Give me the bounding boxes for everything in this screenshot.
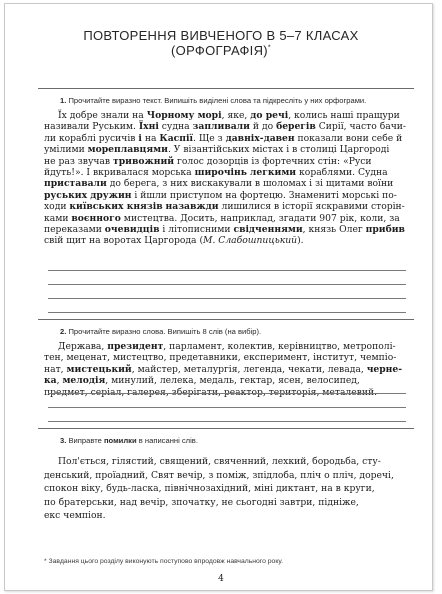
bold-word: президент bbox=[107, 341, 164, 352]
text-line bbox=[44, 110, 410, 121]
text-segment: кораблями. Судна bbox=[296, 167, 388, 179]
text-segment: називали Руським. bbox=[44, 121, 139, 133]
bold-word: приставали bbox=[44, 178, 107, 190]
text-line bbox=[44, 469, 410, 483]
exercise-3-task-post: в написанні слів. bbox=[136, 436, 198, 445]
text-segment: тен, меценат, мистецтво, предетавники, експеримент, інститут, чемпіо- bbox=[44, 352, 397, 364]
answer-line bbox=[48, 270, 406, 271]
section-title-text: (ОРФОГРАФІЯ) bbox=[171, 43, 268, 58]
answer-line bbox=[48, 298, 406, 299]
text-segment: спокон віку, будь-ласка, північнозахідний, міні диктант, на в круги, bbox=[44, 483, 375, 495]
text-line bbox=[44, 455, 410, 469]
text-line bbox=[44, 201, 410, 212]
exercise-3-task bbox=[38, 429, 414, 446]
text-segment: , минулий, лелека, медаль, гектар, ясен, велосипед, bbox=[105, 375, 360, 387]
bold-word: давніх-давен bbox=[225, 132, 295, 144]
author-name: М. Слабошпицький bbox=[203, 235, 298, 247]
text-segment: , князь Олег bbox=[302, 224, 366, 236]
text-segment: показали вони себе й bbox=[294, 132, 403, 144]
bold-word: назавжди bbox=[165, 201, 219, 213]
text-line bbox=[44, 121, 410, 132]
text-segment: умілими bbox=[44, 144, 88, 156]
text-segment: ками bbox=[44, 212, 72, 224]
text-segment: предмет, серіал, галерея, зберігати, реактор, територія, металевий. bbox=[44, 386, 378, 398]
text-segment: не раз звучав bbox=[44, 155, 114, 167]
text-line bbox=[44, 213, 410, 224]
answer-line bbox=[48, 407, 406, 408]
exercise-2-task-text: Прочитайте виразно слова. Випишіть 8 слів (на вибір). bbox=[68, 327, 262, 336]
bold-word: легкими bbox=[249, 167, 297, 179]
exercise-2-text bbox=[38, 337, 414, 398]
text-segment: , яке, bbox=[221, 110, 251, 121]
bold-word: руських дружин bbox=[44, 189, 132, 201]
exercise-2 bbox=[38, 319, 414, 398]
answer-line bbox=[48, 393, 406, 394]
exercise-1-task-text: Прочитайте виразно текст. Випишіть виділені слова та підкресліть у них орфограми. bbox=[68, 96, 367, 105]
text-segment: мистецтва. Досить, наприклад, згадати 907 рік, коли, за bbox=[120, 212, 400, 224]
text-line bbox=[44, 133, 410, 144]
bold-word: широчінь bbox=[194, 167, 247, 179]
text-segment: до берега, з них вискакували в шоломах і зі щитами воїни bbox=[106, 178, 394, 190]
text-segment: переказами bbox=[44, 224, 105, 236]
bold-word: воєнного bbox=[71, 212, 121, 224]
text-segment: , bbox=[56, 375, 63, 387]
text-line bbox=[44, 509, 410, 523]
text-line bbox=[44, 144, 410, 155]
text-segment: на bbox=[141, 132, 160, 144]
exercise-2-number: 2. bbox=[60, 327, 67, 336]
bold-word: київських князів bbox=[69, 201, 163, 213]
text-line bbox=[44, 352, 410, 363]
bold-word: до речі bbox=[250, 110, 289, 121]
text-line bbox=[44, 190, 410, 201]
text-segment: лишилися в історії яскравими сторін- bbox=[218, 201, 405, 213]
exercise-3 bbox=[38, 428, 414, 523]
text-line bbox=[44, 375, 410, 386]
exercise-3-task-bold: помилки bbox=[103, 436, 137, 445]
footnote: * Завдання цього розділу виконують поступово впродовж навчального року. bbox=[44, 558, 283, 565]
text-segment: свій щит на воротах Царгорода ( bbox=[44, 235, 204, 247]
text-segment: йдуть!». І вкривалася морська bbox=[44, 167, 195, 179]
text-segment: Їх добре знали на bbox=[58, 110, 147, 121]
text-segment: , парламент, колектив, керівництво, метрополі- bbox=[163, 341, 396, 352]
bold-word: свідченнями bbox=[233, 224, 303, 236]
bold-word: черне- bbox=[366, 363, 403, 375]
bold-word: берегів bbox=[276, 121, 316, 133]
bold-word: запливали bbox=[192, 121, 250, 133]
bold-word: тривожний bbox=[113, 155, 175, 167]
text-segment: судна bbox=[158, 121, 193, 133]
text-line bbox=[44, 178, 410, 189]
bold-word: мелодія bbox=[62, 375, 106, 387]
exercise-1-text bbox=[38, 106, 414, 247]
text-line bbox=[44, 482, 410, 496]
text-segment: . Ще з bbox=[192, 132, 226, 144]
text-segment: Пол'ється, гілястий, священий, свяченний, лехкий, бородьба, сту- bbox=[58, 456, 381, 467]
text-segment: й до bbox=[249, 121, 277, 133]
section-title-line2 bbox=[0, 43, 442, 58]
page-number: 4 bbox=[218, 574, 224, 584]
text-line bbox=[44, 364, 410, 375]
bold-word: прибив bbox=[365, 224, 405, 236]
text-segment: Сирії, часто бачи- bbox=[315, 121, 407, 133]
text-line bbox=[44, 156, 410, 167]
text-segment: , майстер, металургія, легенда, чекати, левада, bbox=[131, 363, 367, 375]
exercise-3-text bbox=[38, 446, 414, 523]
answer-line bbox=[48, 312, 406, 313]
text-line bbox=[44, 224, 410, 235]
answer-line bbox=[48, 284, 406, 285]
bold-word: мистецький bbox=[66, 363, 132, 375]
text-segment: голос дозорців із фортечних стін: «Руси bbox=[174, 155, 372, 167]
text-segment: нат, bbox=[44, 363, 67, 375]
exercise-2-task bbox=[38, 320, 414, 337]
text-segment: денський, проїадний, Свят вечір, з поміж, зпідлоба, пліч о пліч, доречі, bbox=[44, 469, 394, 481]
text-line bbox=[44, 167, 410, 178]
text-segment: екс чемпіон. bbox=[44, 510, 106, 522]
bold-word: Чорному морі bbox=[146, 110, 222, 121]
text-segment: і йшли приступом на фортецю. Знамениті морські по- bbox=[131, 189, 397, 201]
bold-word: мореплавцями bbox=[87, 144, 168, 156]
exercise-3-task-pre: Виправте bbox=[68, 436, 104, 445]
bold-word: ка bbox=[44, 375, 57, 387]
bold-word: і bbox=[138, 132, 142, 144]
exercise-3-number: 3. bbox=[60, 436, 67, 445]
text-segment: Держава, bbox=[58, 341, 108, 352]
answer-line bbox=[48, 421, 406, 422]
text-line bbox=[44, 341, 410, 352]
text-segment: , колись наші пращури bbox=[288, 110, 400, 121]
exercise-1 bbox=[38, 88, 414, 247]
text-line bbox=[44, 235, 410, 246]
bold-word: очевидців bbox=[104, 224, 160, 236]
bold-word: Їхні bbox=[138, 121, 159, 133]
text-segment: ходи bbox=[44, 201, 70, 213]
text-segment: і літописними bbox=[159, 224, 234, 236]
exercise-1-task bbox=[38, 89, 414, 106]
exercise-1-number: 1. bbox=[60, 96, 67, 105]
text-line bbox=[44, 496, 410, 510]
bold-word: Каспії bbox=[159, 132, 193, 144]
text-segment: ли кораблі русичів bbox=[44, 132, 139, 144]
text-segment: по братерськи, над вечір, зпочатку, не сьогодні завтри, підніже, bbox=[44, 496, 359, 508]
text-segment: . У візантійських містах і в столиці Царгороді bbox=[167, 144, 390, 156]
text-segment: ). bbox=[297, 235, 304, 247]
title-footnote-mark: * bbox=[267, 44, 271, 52]
section-title-line1: ПОВТОРЕННЯ ВИВЧЕНОГО В 5–7 КЛАСАХ bbox=[83, 28, 359, 43]
